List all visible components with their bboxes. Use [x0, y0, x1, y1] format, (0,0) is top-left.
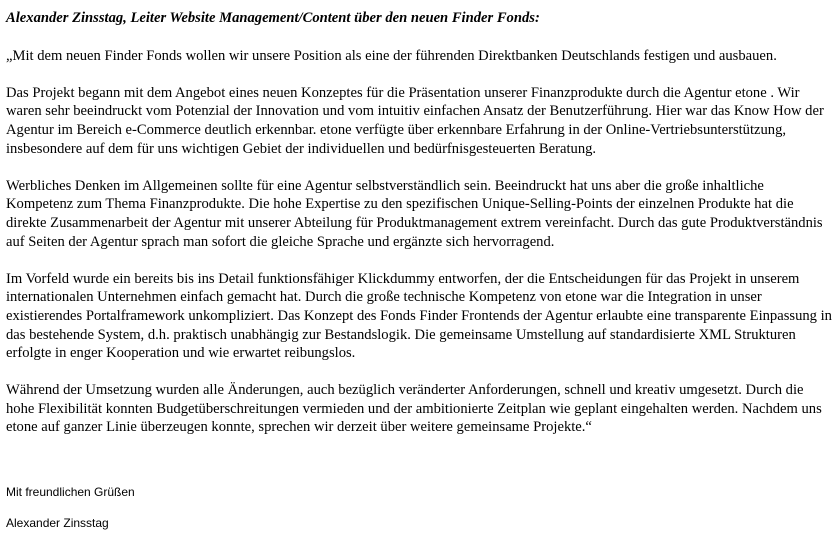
paragraph-integration: Im Vorfeld wurde ein bereits bis ins Detail funktionsfähiger Klickdummy entworfen, der die Entscheidungen für das Projekt in unserem internationalen Unternehmen einfach gemacht hat. Durch die große technische Kompetenz von etone war die Integration in unser existierendes Portalframework unkompliziert. Das Konzept des Fonds Finder Frontends der Agentur erlaubte eine transparente Einpassung in das bestehende System, d.h. praktisch unabhängig zur Bestandslogik. Die gemeinsame Umstellung auf standardisierte XML Strukturen erfolgte in enger Kooperation und wie erwartet reibungslos.	[6, 270, 832, 362]
testimonial-document	[6, 9, 832, 456]
paragraph-intro: „Mit dem neuen Finder Fonds wollen wir unsere Position als eine der führenden Direktbanken Deutschlands festigen und ausbauen.	[6, 47, 777, 64]
paragraph-competence: Werbliches Denken im Allgemeinen sollte für eine Agentur selbstverständlich sein. Beeindruckt hat uns aber die große inhaltliche Kompetenz zum Thema Finanzprodukte. Die hohe Expertise zu den spezifischen Unique-Selling-Points der einzelnen Produkte hat die direkte Zusammenarbeit der Agentur mit unserer Abteilung für Produktmanagement extrem vereinfacht. Durch das gute Produktverständnis auf Seiten der Agentur sprach man sofort die gleiche Sprache und ergänzte sich hervorragend.	[6, 177, 823, 250]
paragraph-implementation: Während der Umsetzung wurden alle Änderungen, auch bezüglich veränderter Anforderungen, schnell und kreativ umgesetzt. Durch die hohe Flexibilität konnten Budgetüberschreitungen vermieden und der ambitionierte Zeitplan wie geplant eingehalten werden. Nachdem uns etone auf ganzer Linie überzeugen konnte, sprechen wir derzeit über weitere gemeinsame Projekte.“	[6, 382, 822, 436]
closing-greeting: Mit freundlichen Grüßen	[6, 485, 135, 499]
signature-name: Alexander Zinsstag	[6, 516, 109, 530]
testimonial-heading: Alexander Zinsstag, Leiter Website Management/Content über den neuen Finder Fonds:	[6, 10, 540, 26]
paragraph-project-start: Das Projekt begann mit dem Angebot eines neuen Konzeptes für die Präsentation unserer Finanzprodukte durch die Agentur etone . Wir waren sehr beeindruckt vom Potenzial der Innovation und vom intuitiv einfachen Ansatz der Benutzerführung. Hier war das Know How der Agentur im Bereich e-Commerce deutlich erkennbar. etone verfügte über erkennbare Erfahrung in der Online-Vertriebsunterstützung, insbesondere auf dem für uns wichtigen Gebiet der individuellen und bedürfnisgesteuerten Beratung.	[6, 84, 824, 157]
